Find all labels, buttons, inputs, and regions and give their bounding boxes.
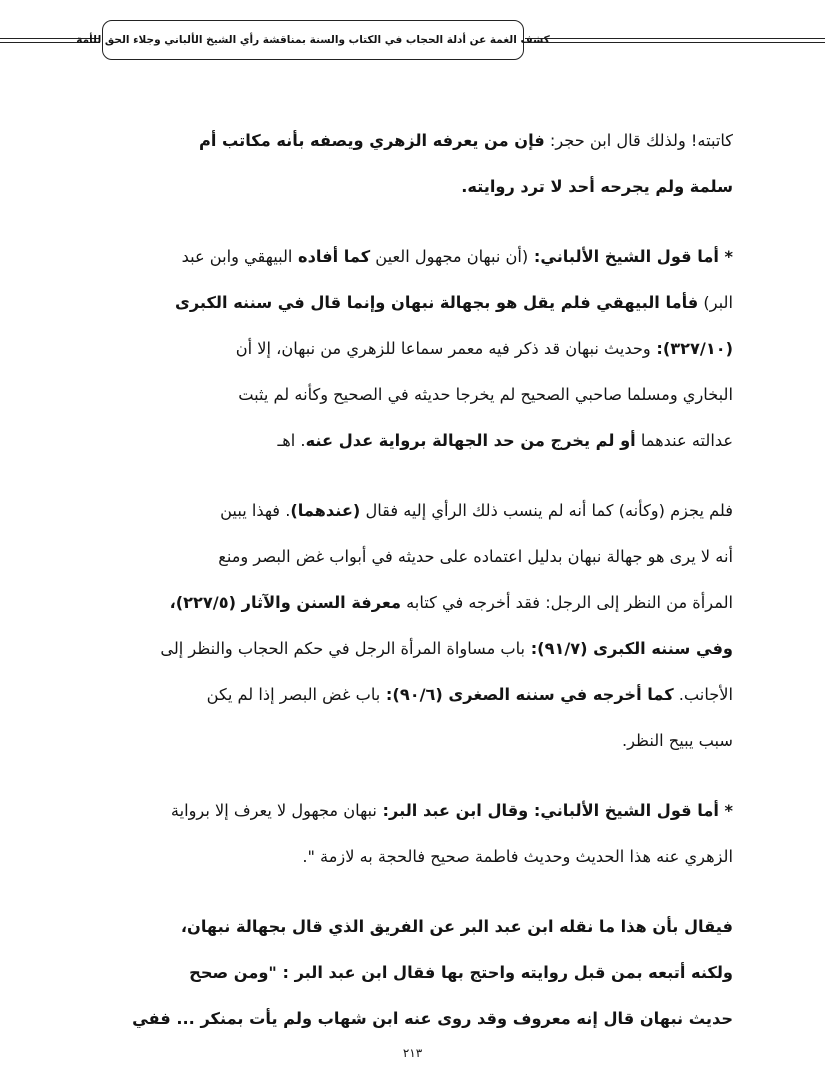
text-line <box>95 580 733 626</box>
running-title: كشف الغمة عن أدلة الحجاب في الكتاب والسنة بمناقشة رأي الشيخ الألباني وجلاء الحق للأمة <box>102 20 524 60</box>
bold-text-run: فيقال بأن هذا ما نقله ابن عبد البر عن الفريق الذي قال بجهالة نبهان، <box>180 917 733 936</box>
text-run: وحديث نبهان قد ذكر فيه معمر سماعا للزهري من نبهان، إلا أن <box>235 339 651 358</box>
text-line <box>95 718 733 764</box>
text-run: سبب يبيح النظر. <box>621 731 733 750</box>
bold-text-run: وفي سننه الكبرى (٩١/٧): <box>525 639 733 658</box>
paragraph <box>95 904 733 1042</box>
bold-text-run: ولكنه أتبعه بمن قبل روايته واحتج بها فقال ابن عبد البر : "ومن صحح <box>189 963 733 982</box>
bold-text-run: (عندهما) <box>290 501 361 520</box>
text-run: البخاري ومسلما صاحبي الصحيح لم يخرجا حديثه في الصحيح وكأنه لم يثبت <box>238 385 733 404</box>
text-run: نبهان مجهول لا يعرف إلا برواية <box>170 801 377 820</box>
text-line <box>95 164 733 210</box>
text-line <box>95 626 733 672</box>
text-line <box>95 280 733 326</box>
text-run: الأجانب. <box>673 685 733 704</box>
text-run: كاتبته! ولذلك قال ابن حجر: <box>544 131 733 150</box>
page-number: ٢١٣ <box>402 1046 423 1060</box>
text-line <box>95 834 733 880</box>
text-run: . اهـ <box>277 431 306 450</box>
paragraph <box>95 788 733 880</box>
text-run: عدالته عندهما <box>635 431 733 450</box>
text-run: البر) <box>698 293 733 312</box>
bold-text-run: سلمة ولم يجرحه أحد لا ترد روايته. <box>461 177 733 196</box>
paragraph <box>95 234 733 464</box>
text-line <box>95 118 733 164</box>
bold-text-run: كما أفاده <box>292 247 371 266</box>
text-line <box>95 788 733 834</box>
header-rule-right <box>525 38 825 43</box>
text-line <box>95 372 733 418</box>
text-line <box>95 672 733 718</box>
bold-text-run: فإن من يعرفه الزهري ويصفه بأنه مكاتب أم <box>198 131 545 150</box>
text-run: المرأة من النظر إلى الرجل: فقد أخرجه في كتابه <box>400 593 733 612</box>
running-header <box>0 18 825 62</box>
text-line <box>95 326 733 372</box>
text-run: (أن نبهان مجهول العين <box>370 247 529 266</box>
text-run: الزهري عنه هذا الحديث وحديث فاطمة صحيح فالحجة به لازمة ". <box>302 847 733 866</box>
bold-text-run: فأما البيهقي فلم يقل هو بجهالة نبهان وإنما قال في سننه الكبرى <box>175 293 699 312</box>
text-line <box>95 996 733 1042</box>
text-run: أنه لا يرى هو جهالة نبهان بدليل اعتماده على حديثه في أبواب غض البصر ومنع <box>218 547 733 566</box>
page-body <box>95 118 733 1042</box>
paragraph <box>95 118 733 210</box>
bold-text-run: * أما قول الشيخ الألباني: وقال ابن عبد البر: <box>376 801 733 820</box>
text-run: باب مساواة المرأة الرجل في حكم الحجاب والنظر إلى <box>160 639 526 658</box>
bold-text-run: معرفة السنن والآثار (٢٢٧/٥)، <box>169 593 401 612</box>
bold-text-run: * أما قول الشيخ الألباني: <box>528 247 733 266</box>
bold-text-run: أو لم يخرج من حد الجهالة برواية عدل عنه <box>305 431 636 450</box>
bold-text-run: (٣٢٧/١٠): <box>650 339 733 358</box>
bold-text-run: حديث نبهان قال إنه معروف وقد روى عنه ابن شهاب ولم يأت بمنكر ... ففي <box>132 1009 733 1028</box>
text-line <box>95 950 733 996</box>
text-line <box>95 534 733 580</box>
paragraph <box>95 488 733 764</box>
text-line <box>95 488 733 534</box>
bold-text-run: كما أخرجه في سننه الصغرى (٩٠/٦): <box>380 685 674 704</box>
text-line <box>95 904 733 950</box>
text-run: باب غض البصر إذا لم يكن <box>206 685 381 704</box>
text-run: البيهقي وابن عبد <box>181 247 293 266</box>
text-line <box>95 234 733 280</box>
text-run: فلم يجزم (وكأنه) كما أنه لم ينسب ذلك الرأي إليه فقال <box>360 501 733 520</box>
text-line <box>95 418 733 464</box>
text-run: . فهذا يبين <box>220 501 291 520</box>
